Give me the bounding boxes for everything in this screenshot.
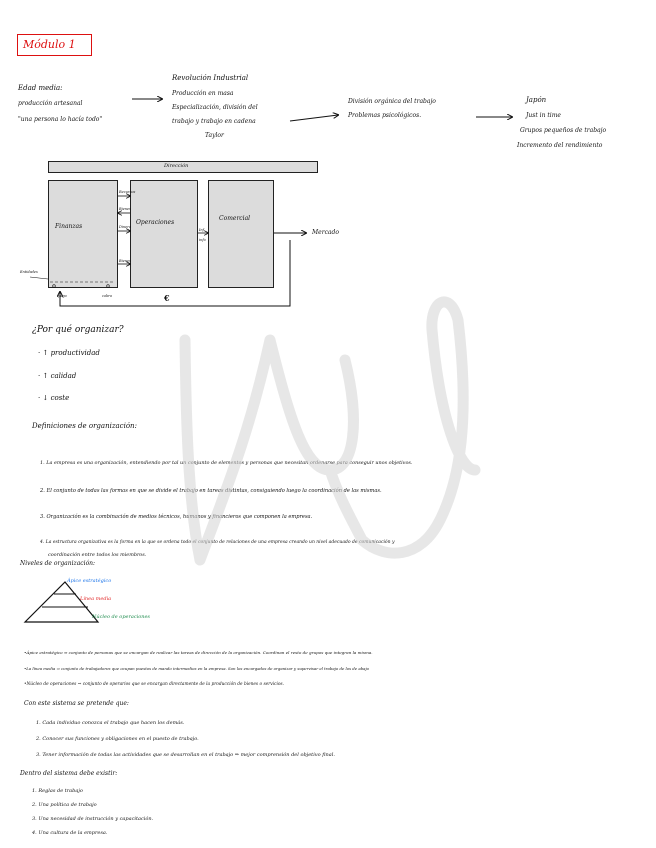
edad-media-line-2: "una persona lo hacía todo" (18, 116, 103, 123)
niveles-heading: Niveles de organización: (20, 560, 96, 567)
niveles-bullet-1: •Ápice estratégico ⇒ conjunto de personas que se encargan de realizar las tareas de dirección de la organización. Coordinan el resto de grupos que integran la misma. (24, 650, 373, 655)
edad-media-line-1: producción artesanal (18, 100, 83, 107)
why-item-1: · ↑ productividad (38, 349, 100, 357)
why-question: ¿Por qué organizar? (32, 325, 124, 335)
finanzas-dot-1 (53, 285, 56, 288)
division-line-1: División orgánica del trabajo (348, 98, 436, 105)
mercado-label: Mercado (312, 229, 339, 236)
why-item-3-text: coste (50, 394, 70, 402)
definicion-2: 2. El conjunto de todas las formas en que se divide el trabajo en tareas distintas, consiguiendo luego la coordinación de las mismas. (40, 488, 382, 494)
japon-line-3: Incremento del rendimiento (517, 142, 603, 149)
small-label-2: Bienes (119, 207, 131, 211)
operaciones-label: Operaciones (136, 219, 175, 226)
revolucion-line-2: Especialización, división del (172, 104, 258, 111)
definicion-4: 4. La estructura organizativa es la forma en la que se ordena todo el conjunto de relaciones de una empresa creando un nivel adecuado de comunicación y (40, 540, 395, 545)
revolucion-line-1: Producción en masa (172, 90, 234, 97)
direccion-label: Dirección (164, 163, 189, 169)
entidades-line (30, 277, 48, 279)
sistema-item-1: 1. Cada individuo conozca el trabajo que hacen los demás. (36, 720, 185, 726)
pyramid-label-nucleo: Núcleo de operaciones (92, 614, 150, 620)
small-label-8: cobro (102, 294, 113, 298)
division-line-2: Problemas psicológicos. (348, 112, 422, 119)
niveles-bullet-2: •La línea media ⇒ conjunto de trabajadores que ocupan puestos de mando intermedios en la empresa. Son los encargados de organizar y supervisar el trabajo de los de abajo (24, 666, 370, 671)
comercial-label: Comercial (219, 215, 251, 222)
definicion-1: 1. La empresa es una organización, entendiendo por tal un conjunto de elementos y personas que necesitan ordenarse para conseguir unos objetivos. (40, 460, 413, 466)
finanzas-label: Finanzas (55, 223, 83, 230)
niveles-bullet-3: •Núcleo de operaciones ⇒ conjunto de operarios que se encargan directamente de la producción de bienes o servicios. (24, 682, 284, 687)
dentro-item-4: 4. Una cultura de la empresa. (32, 830, 108, 836)
definiciones-heading: Definiciones de organización: (32, 422, 137, 430)
definicion-3: 3. Organización es la combinación de medios técnicos, humanos y financieros que componen la empresa. (40, 514, 313, 520)
finanzas-dot-2 (107, 285, 110, 288)
dentro-heading: Dentro del sistema debe existir: (20, 770, 118, 777)
arrow-down-icon: ↓ (42, 394, 49, 402)
small-label-4: Inf. (199, 228, 205, 232)
dentro-item-2: 2. Una política de trabajo (32, 802, 97, 808)
japon-heading: Japón (526, 96, 547, 104)
definicion-4-cont: coordinación entre todos los miembros. (48, 552, 147, 558)
pyramid (25, 582, 98, 622)
small-label-3: Dinero (119, 225, 132, 229)
arrow-up-icon: ↑ (42, 349, 49, 357)
pyramid-label-apice: Ápice estratégico (67, 578, 112, 584)
euro-label: € (164, 293, 170, 303)
pyramid-label-linea: Línea media (80, 596, 112, 602)
edad-media-heading: Edad media: (18, 84, 63, 92)
why-item-2: · ↑ calidad (38, 372, 77, 380)
small-label-9: info (199, 238, 206, 242)
sistema-heading: Con este sistema se pretende que: (24, 700, 129, 707)
revolucion-line-4: Taylor (205, 132, 224, 139)
small-label-1: Recursos (119, 190, 136, 194)
small-label-7: pago (58, 294, 67, 298)
return-loop (60, 240, 290, 306)
revolucion-line-3: trabajo y trabajo en cadena (172, 118, 256, 125)
why-item-1-text: productividad (50, 349, 100, 357)
dentro-item-1: 1. Reglas de trabajo (32, 788, 83, 794)
small-label-6: Entidades (20, 270, 38, 274)
small-label-5: Bienes (119, 259, 131, 263)
sistema-item-3: 3. Tener información de todas las actividades que se desarrollan en el trabajo ⇒ mejor comprensión del objetivo final. (36, 752, 335, 758)
timeline-arrow-2 (290, 115, 338, 121)
arrow-up-icon: ↑ (42, 372, 49, 380)
japon-line-2: Grupos pequeños de trabajo (520, 127, 607, 134)
revolucion-heading: Revolución Industrial (172, 74, 249, 82)
sistema-item-2: 2. Conocer sus funciones y obligaciones en el puesto de trabajo. (36, 736, 199, 742)
japon-line-1: Just in time (526, 112, 561, 119)
dentro-item-3: 3. Una necesidad de instrucción y capacitación. (32, 816, 154, 822)
why-item-2-text: calidad (50, 372, 77, 380)
module-title: Módulo 1 (23, 38, 76, 51)
why-item-3: · ↓ coste (38, 394, 70, 402)
